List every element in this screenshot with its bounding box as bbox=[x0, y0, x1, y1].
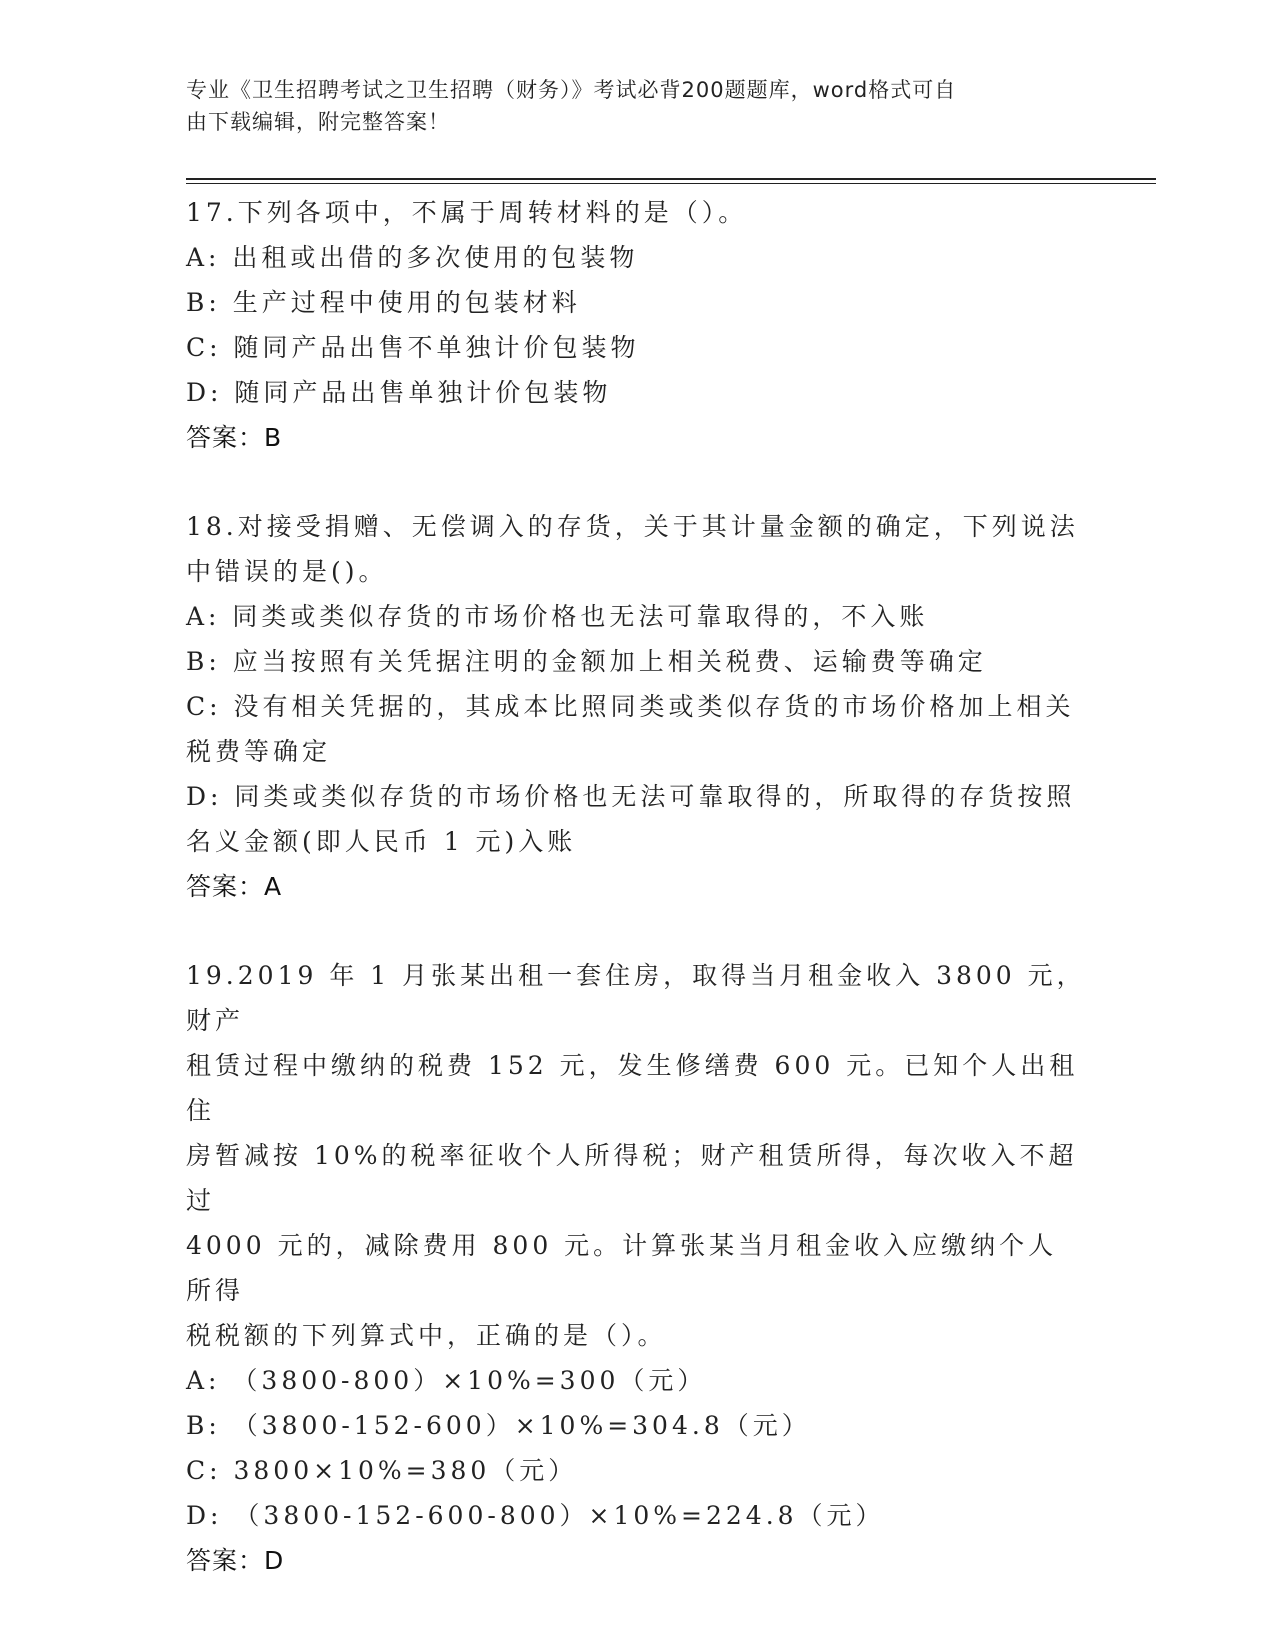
answer-option-line: 名义金额(即人民币 1 元)入账 bbox=[186, 827, 577, 856]
question-stem-line: 18.对接受捐赠、无偿调入的存货，关于其计量金额的确定，下列说法 bbox=[186, 512, 1079, 541]
header-line-1: 专业《卫生招聘考试之卫生招聘（财务）》考试必背200题题库，word格式可自 bbox=[186, 78, 957, 102]
answer-key: 答案：A bbox=[186, 872, 283, 901]
question-block bbox=[186, 953, 1086, 1583]
answer-key: 答案：D bbox=[186, 1546, 285, 1575]
question-stem-line: 中错误的是()。 bbox=[186, 557, 388, 586]
answer-option-line: D: 随同产品出售单独计价包装物 bbox=[186, 378, 612, 407]
answer-option-line: D: （3800-152-600-800）×10%=224.8（元） bbox=[186, 1501, 885, 1530]
answer-option-line: 税费等确定 bbox=[186, 737, 332, 766]
answer-option-line: B: （3800-152-600）×10%=304.8（元） bbox=[186, 1411, 811, 1440]
header-divider-thin bbox=[186, 183, 1156, 184]
question-stem-line: 19.2019 年 1 月张某出租一套住房，取得当月租金收入 3800 元，财产 bbox=[186, 961, 1086, 1035]
question-block bbox=[186, 190, 1086, 460]
question-stem-line: 房暂减按 10%的税率征收个人所得税；财产租赁所得，每次收入不超过 bbox=[186, 1141, 1078, 1215]
answer-option-line: A: （3800-800）×10%=300（元） bbox=[186, 1366, 707, 1395]
question-stem-line: 4000 元的，减除费用 800 元。计算张某当月租金收入应缴纳个人所得 bbox=[186, 1231, 1058, 1305]
header-divider-thick bbox=[186, 178, 1156, 180]
answer-option-line: B: 生产过程中使用的包装材料 bbox=[186, 288, 581, 317]
answer-option-line: C: 没有相关凭据的，其成本比照同类或类似存货的市场价格加上相关 bbox=[186, 692, 1075, 721]
question-list bbox=[186, 190, 1086, 1627]
answer-option-line: A: 出租或出借的多次使用的包装物 bbox=[186, 243, 639, 272]
question-stem-line: 税税额的下列算式中，正确的是（）。 bbox=[186, 1321, 667, 1350]
header-line-2: 由下载编辑，附完整答案！ bbox=[186, 110, 450, 134]
question-block bbox=[186, 504, 1086, 909]
document-header bbox=[186, 74, 1066, 138]
answer-option-line: B: 应当按照有关凭据注明的金额加上相关税费、运输费等确定 bbox=[186, 647, 987, 676]
question-stem-line: 租赁过程中缴纳的税费 152 元，发生修缮费 600 元。已知个人出租住 bbox=[186, 1051, 1079, 1125]
answer-option-line: A: 同类或类似存货的市场价格也无法可靠取得的，不入账 bbox=[186, 602, 929, 631]
answer-key: 答案：B bbox=[186, 423, 283, 452]
question-stem-line: 17.下列各项中，不属于周转材料的是（）。 bbox=[186, 198, 748, 227]
answer-option-line: C: 随同产品出售不单独计价包装物 bbox=[186, 333, 640, 362]
answer-option-line: C: 3800×10%=380（元） bbox=[186, 1456, 578, 1485]
answer-option-line: D: 同类或类似存货的市场价格也无法可靠取得的，所取得的存货按照 bbox=[186, 782, 1076, 811]
